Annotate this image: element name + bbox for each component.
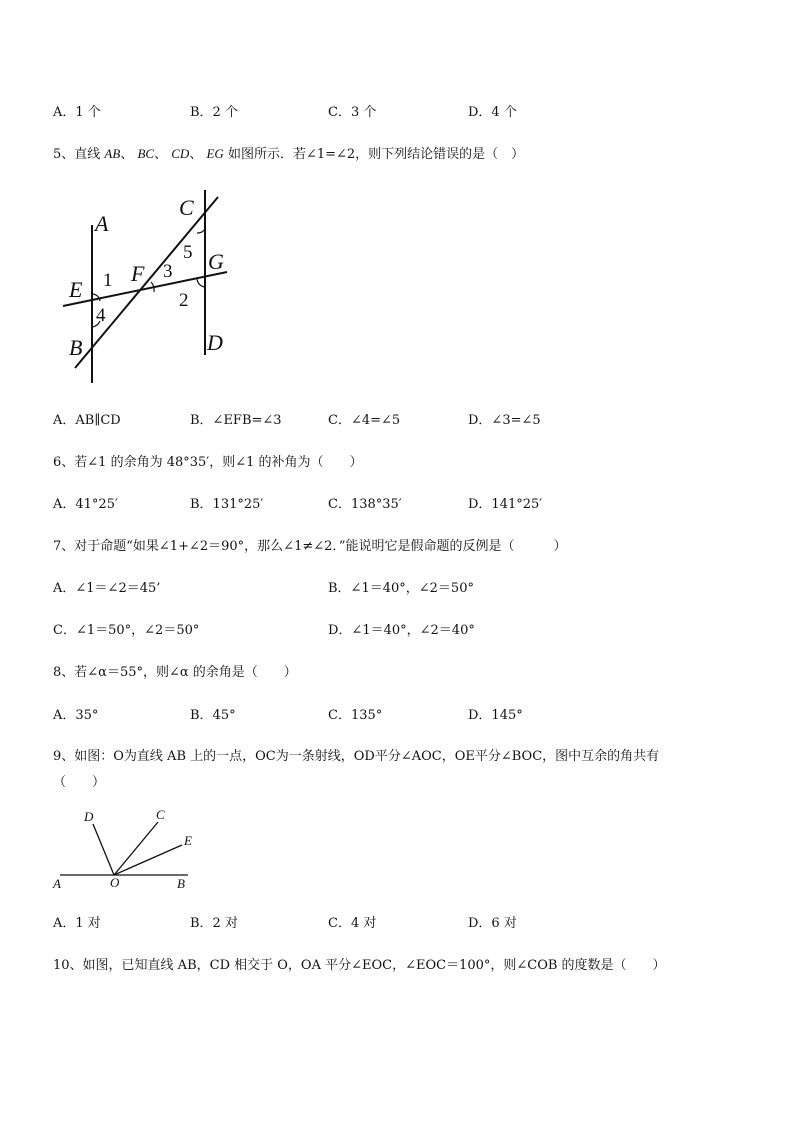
- label-b: B: [69, 335, 83, 360]
- q9-stem-line2: （ ）: [53, 775, 106, 790]
- angle-2-arc: [197, 279, 205, 287]
- label-a: A: [95, 211, 109, 236]
- q8-option-d: D．145°: [468, 708, 523, 723]
- label-angle-2: 2: [179, 290, 189, 311]
- q6-stem: 6、若∠1 的余角为 48°35′，则∠1 的补角为（ ）: [53, 455, 363, 470]
- q5-line-ab: AB: [104, 146, 121, 161]
- q7-option-c: C．∠1＝50°，∠2＝50°: [53, 623, 200, 638]
- q9-figure: [50, 805, 200, 895]
- q5-figure: [55, 185, 255, 390]
- q5-stem-suffix: 如图所示．若∠1=∠2，则下列结论错误的是（ ）: [227, 147, 525, 162]
- q9-option-b: B．2 对: [190, 916, 238, 931]
- q7-stem: 7、对于命题“如果∠1+∠2＝90°，那么∠1≠∠2．”能说明它是假命题的反例是（ ）: [53, 539, 567, 554]
- label-c: C: [179, 195, 194, 220]
- label-angle-3: 3: [163, 261, 173, 282]
- line-eg: [63, 272, 227, 306]
- label-angle-5: 5: [183, 242, 193, 263]
- label-g: G: [208, 249, 224, 274]
- q4-option-a: A．1 个: [53, 105, 101, 120]
- label-a: A: [53, 876, 61, 891]
- label-d: D: [84, 809, 94, 824]
- label-e: E: [69, 277, 83, 302]
- ray-oc: [114, 822, 158, 875]
- q4-option-b: B．2 个: [190, 105, 238, 120]
- q5-sep-3: 、: [189, 147, 203, 162]
- q5-line-eg: EG: [206, 146, 224, 161]
- ray-od: [93, 824, 114, 875]
- q5-line-cd: CD: [171, 146, 190, 161]
- q9-option-c: C．4 对: [328, 916, 377, 931]
- angle-5-arc: [197, 229, 205, 233]
- q9-option-a: A．1 对: [53, 916, 101, 931]
- q6-option-a: A．41°25′: [53, 497, 118, 512]
- q4-option-c: C．3 个: [328, 105, 377, 120]
- q6-option-d: D．141°25′: [468, 497, 543, 512]
- ray-oe: [114, 845, 182, 875]
- q5-stem: [53, 143, 524, 162]
- label-d: D: [207, 330, 223, 355]
- q7-option-d: D．∠1＝40°，∠2＝40°: [328, 623, 475, 638]
- label-o: O: [110, 875, 120, 890]
- label-b: B: [177, 876, 185, 891]
- q5-option-b: B．∠EFB=∠3: [190, 413, 282, 428]
- label-e: E: [184, 833, 192, 848]
- label-f: F: [131, 261, 145, 286]
- q10-stem: 10、如图，已知直线 AB，CD 相交于 O，OA 平分∠EOC，∠EOC＝100°，则∠COB 的度数是（ ）: [53, 958, 666, 973]
- label-angle-4: 4: [96, 305, 106, 326]
- q8-option-b: B．45°: [190, 708, 236, 723]
- q6-option-c: C．138°35′: [328, 497, 402, 512]
- q9-option-d: D．6 对: [468, 916, 517, 931]
- q5-line-bc: BC: [137, 146, 155, 161]
- q7-option-a: A．∠1＝∠2＝45’: [53, 581, 161, 596]
- q6-option-b: B．131°25′: [190, 497, 264, 512]
- label-c: C: [156, 807, 165, 822]
- q5-option-a: A．AB∥CD: [53, 413, 121, 428]
- q4-option-d: D．4 个: [468, 105, 517, 120]
- q5-sep-1: 、: [120, 147, 134, 162]
- q5-stem-prefix: 5、直线: [53, 147, 101, 162]
- q8-option-c: C．135°: [328, 708, 383, 723]
- q5-sep-2: 、: [154, 147, 168, 162]
- label-angle-1: 1: [103, 270, 113, 291]
- q9-stem-line1: 9、如图：O为直线 AB 上的一点，OC为一条射线，OD平分∠AOC，OE平分∠BOC，图中互余的角共有: [53, 749, 660, 764]
- q7-option-b: B．∠1＝40°，∠2＝50°: [328, 581, 474, 596]
- q5-option-d: D．∠3=∠5: [468, 413, 541, 428]
- q5-option-c: C．∠4=∠5: [328, 413, 401, 428]
- q8-option-a: A．35°: [53, 708, 99, 723]
- q8-stem: 8、若∠α＝55°，则∠α 的余角是（ ）: [53, 665, 297, 680]
